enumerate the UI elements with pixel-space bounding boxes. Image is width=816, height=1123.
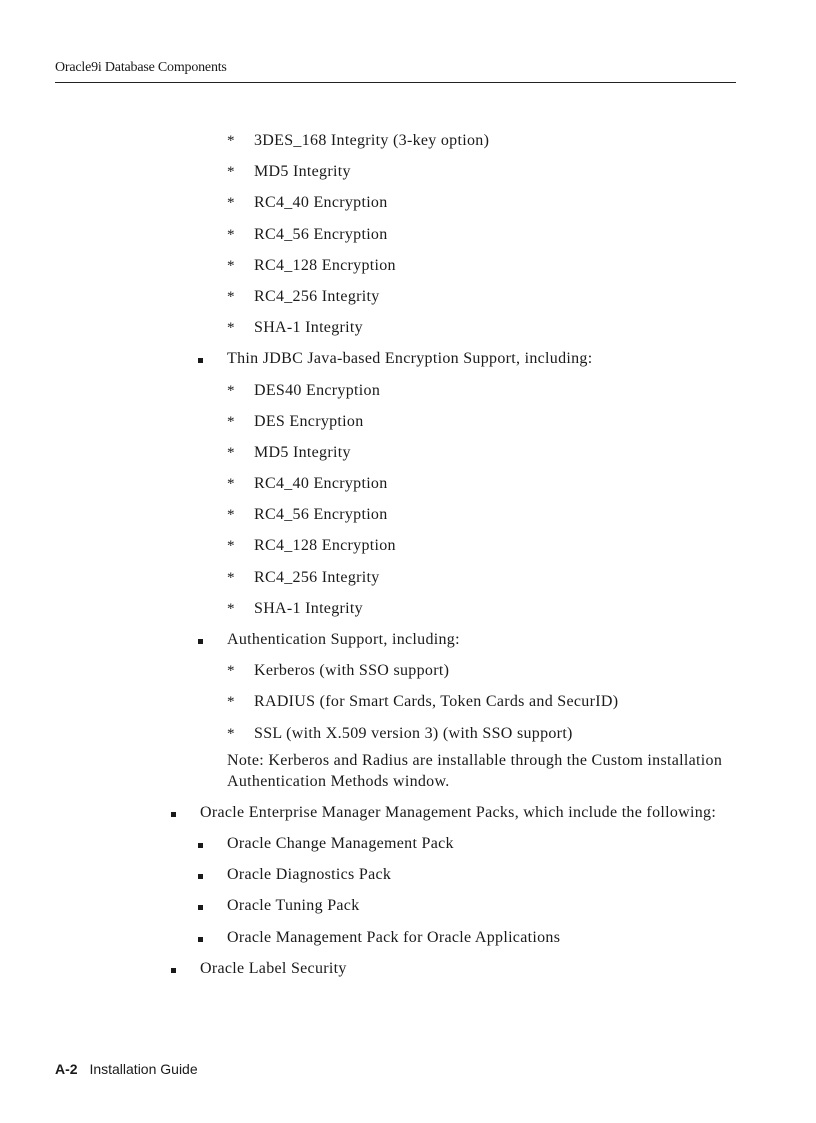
list-item xyxy=(0,959,816,990)
asterisk-bullet: * xyxy=(227,226,235,243)
list-item-text: DES40 Encryption xyxy=(254,381,381,399)
square-bullet-icon xyxy=(198,834,203,854)
square-bullet-icon xyxy=(198,896,203,916)
page-number: A-2 xyxy=(55,1061,78,1077)
list-item-text: RC4_128 Encryption xyxy=(254,537,396,555)
list-item xyxy=(0,412,816,443)
list-item-text: 3DES_168 Integrity (3-key option) xyxy=(254,132,490,149)
asterisk-bullet: * xyxy=(227,725,235,742)
list-item-text: RC4_40 Encryption xyxy=(254,475,388,493)
list-item-text: RC4_256 Integrity xyxy=(254,287,380,305)
asterisk-bullet: * xyxy=(227,320,235,337)
list-item-text: Oracle Management Pack for Oracle Applications xyxy=(227,928,561,946)
list-item xyxy=(0,287,816,318)
square-bullet-icon xyxy=(171,803,176,823)
book-title: Installation Guide xyxy=(89,1061,198,1077)
asterisk-bullet: * xyxy=(227,600,235,617)
list-item-text: Kerberos (with SSO support) xyxy=(254,662,450,680)
square-bullet-icon xyxy=(198,928,203,948)
list-item-text: Thin JDBC Java-based Encryption Support, including: xyxy=(227,350,593,368)
list-item-text: RADIUS (for Smart Cards, Token Cards and SecurID) xyxy=(254,693,619,711)
list-item-text: SHA-1 Integrity xyxy=(254,319,363,337)
list-item xyxy=(0,630,816,661)
list-item xyxy=(0,225,816,256)
list-item xyxy=(0,896,816,927)
list-item xyxy=(0,536,816,567)
list-item xyxy=(0,661,816,692)
list-item xyxy=(0,193,816,224)
list-item-text: RC4_256 Integrity xyxy=(254,568,380,586)
list-item-text: Oracle Change Management Pack xyxy=(227,834,454,852)
list-item xyxy=(0,162,816,193)
asterisk-bullet: * xyxy=(227,444,235,461)
asterisk-bullet: * xyxy=(227,195,235,212)
list-item xyxy=(0,505,816,536)
list-item xyxy=(0,131,816,162)
asterisk-bullet: * xyxy=(227,133,235,149)
list-item-text: RC4_56 Encryption xyxy=(254,225,388,243)
list-item-text: RC4_128 Encryption xyxy=(254,256,396,274)
asterisk-bullet: * xyxy=(227,382,235,399)
list-item xyxy=(0,256,816,287)
note-paragraph: Note: Kerberos and Radius are installable through the Custom installation Authentication Methods window. xyxy=(227,751,723,790)
list-item-text: MD5 Integrity xyxy=(254,443,351,461)
asterisk-bullet: * xyxy=(227,507,235,524)
list-item-text: MD5 Integrity xyxy=(254,163,351,181)
list-item-text: Oracle Tuning Pack xyxy=(227,897,360,915)
list-item xyxy=(0,349,816,380)
list-item-text: RC4_56 Encryption xyxy=(254,506,388,524)
header-rule xyxy=(55,82,736,83)
page-content xyxy=(0,131,816,990)
list-item-text: Oracle Diagnostics Pack xyxy=(227,866,392,884)
asterisk-bullet: * xyxy=(227,257,235,274)
list-item-text: RC4_40 Encryption xyxy=(254,194,388,212)
list-item-text: Authentication Support, including: xyxy=(227,631,460,648)
list-item xyxy=(0,318,816,349)
list-item xyxy=(0,803,816,834)
square-bullet-icon xyxy=(198,349,203,369)
list-item xyxy=(0,474,816,505)
asterisk-bullet: * xyxy=(227,288,235,305)
asterisk-bullet: * xyxy=(227,164,235,181)
list-item xyxy=(0,443,816,474)
list-item xyxy=(0,599,816,630)
list-item-text: Oracle Label Security xyxy=(200,959,347,977)
asterisk-bullet: * xyxy=(227,413,235,430)
asterisk-bullet: * xyxy=(227,476,235,493)
list-item-text: Oracle Enterprise Manager Management Packs, which include the following: xyxy=(200,803,717,821)
asterisk-bullet: * xyxy=(227,694,235,711)
square-bullet-icon xyxy=(171,959,176,979)
square-bullet-icon xyxy=(198,865,203,885)
list-item xyxy=(0,928,816,959)
list-item-text: SSL (with X.509 version 3) (with SSO support) xyxy=(254,724,573,742)
list-item xyxy=(0,865,816,896)
asterisk-bullet: * xyxy=(227,663,235,680)
list-item xyxy=(0,692,816,723)
asterisk-bullet: * xyxy=(227,538,235,555)
list-item xyxy=(0,381,816,412)
list-item xyxy=(0,568,816,599)
list-item xyxy=(0,834,816,865)
page-footer xyxy=(55,1061,198,1077)
asterisk-bullet: * xyxy=(227,569,235,586)
list-item-text: DES Encryption xyxy=(254,412,364,430)
list-item-text: SHA-1 Integrity xyxy=(254,599,363,617)
square-bullet-icon xyxy=(198,630,203,650)
running-header: Oracle9i Database Components xyxy=(55,60,227,75)
